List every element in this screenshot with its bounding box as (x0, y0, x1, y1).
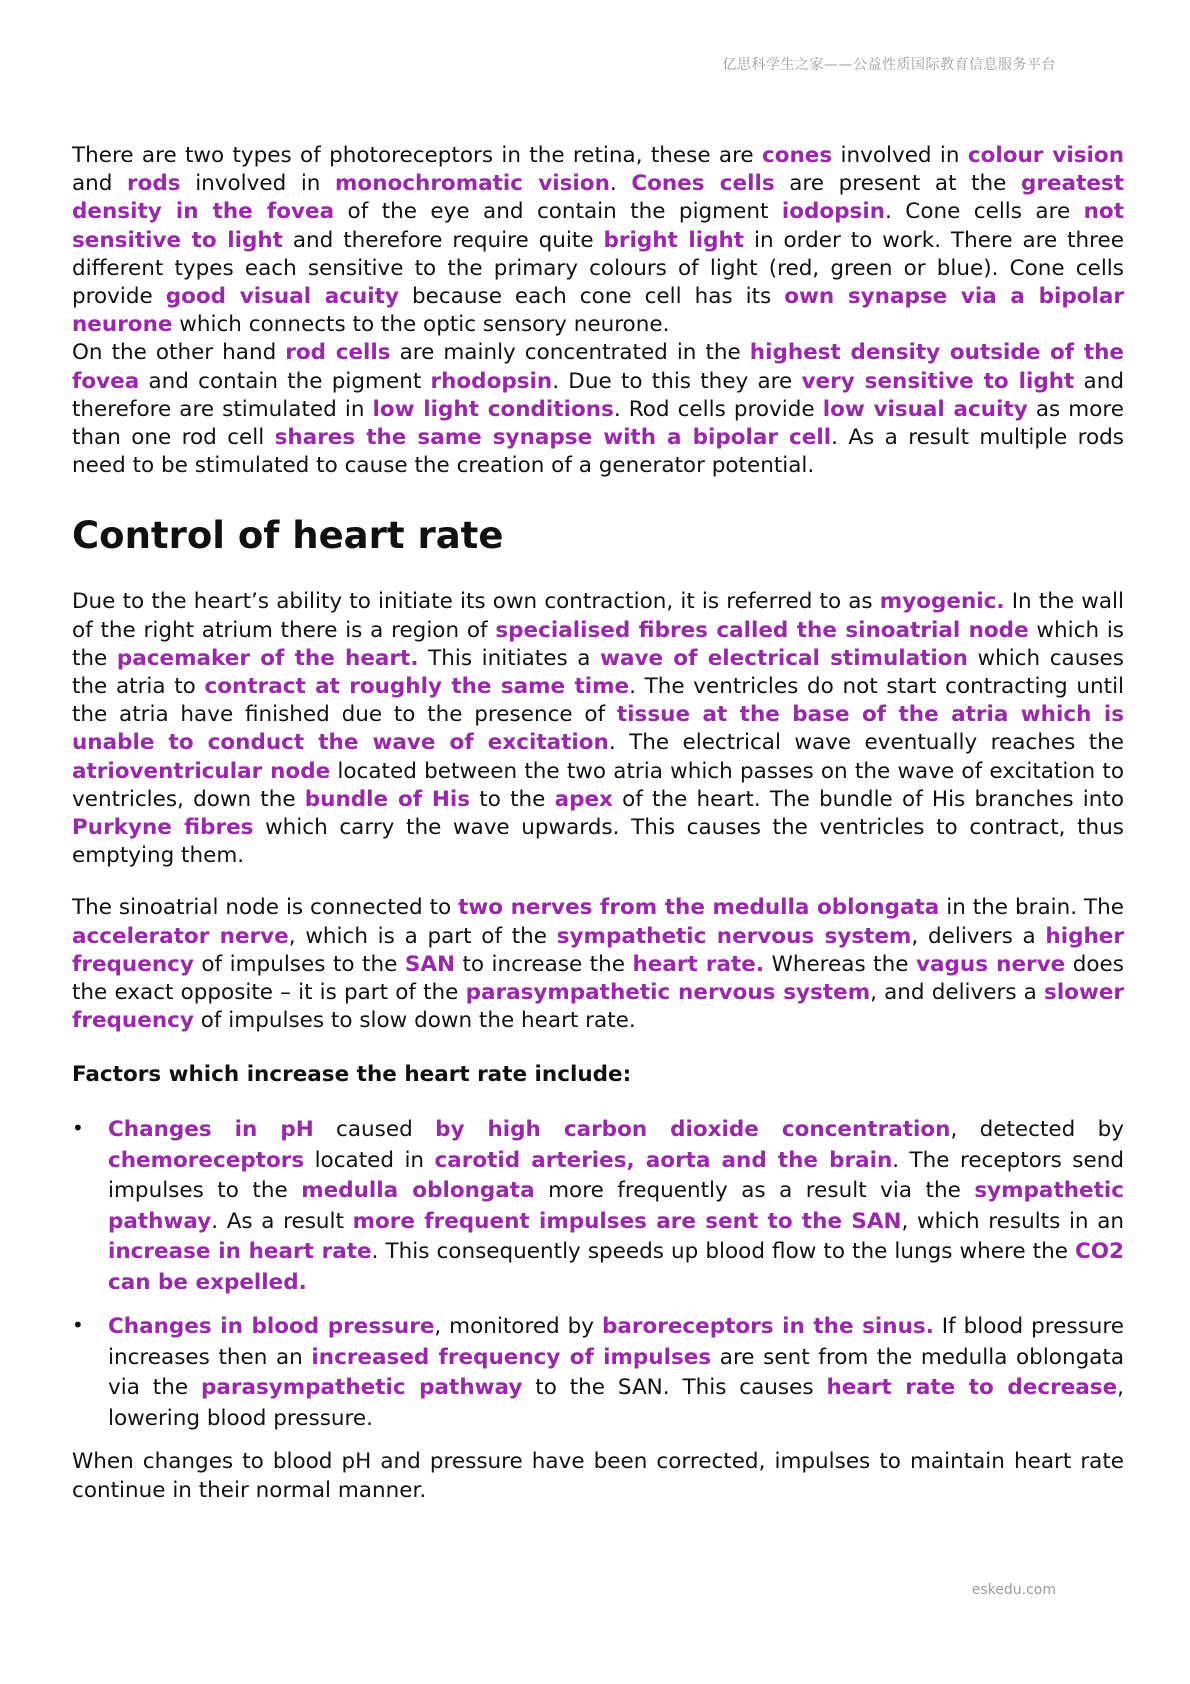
factor-item-ph (72, 1115, 1124, 1298)
text-run: located between the two atria which passes on the wave of excitation to ventricles, down the (72, 758, 1125, 812)
text-run: and therefore are stimulated in (72, 368, 1124, 422)
highlighted-term: parasympathetic pathway (200, 1375, 523, 1401)
highlighted-term: increase in heart rate (108, 1239, 372, 1265)
highlighted-term: Cones cells (631, 171, 775, 197)
bullet-icon: • (72, 1116, 84, 1141)
highlighted-term: chemoreceptors (108, 1147, 305, 1173)
highlighted-term: greatest density in the fovea (72, 171, 1125, 225)
factors-heading: Factors which increase the heart rate include: (72, 1062, 632, 1088)
highlighted-term: very sensitive to light (801, 368, 1075, 394)
text-run: . Due to this they are (552, 368, 802, 394)
text-run: located in (304, 1147, 435, 1173)
highlighted-term: increased frequency of impulses (311, 1344, 712, 1370)
highlighted-term: good visual acuity (165, 284, 399, 310)
text-run: . Rod cells provide (613, 396, 823, 422)
text-run: of impulses to slow down the heart rate. (193, 1008, 636, 1034)
highlighted-term: highest density outside of the fovea (72, 340, 1124, 394)
section-heading-heart-rate: Control of heart rate (72, 514, 504, 558)
highlighted-term: slower frequency (72, 980, 1125, 1034)
text-run: . The receptors send impulses to the (108, 1147, 1124, 1204)
text-run: , monitored by (434, 1314, 602, 1340)
text-run: , which results in an (901, 1208, 1125, 1234)
text-run: which is the (72, 617, 1125, 671)
text-run: are present at the (774, 171, 1021, 197)
factors-list (72, 1115, 1124, 1434)
text-run: which connects to the optic sensory neurone. (172, 312, 670, 338)
closing-paragraph: When changes to blood pH and pressure have been corrected, impulses to maintain heart rate continue in their normal manner. (72, 1449, 1124, 1503)
text-run: There are two types of photoreceptors in the retina, these are (72, 143, 762, 168)
text-run: and therefore require quite (282, 227, 604, 253)
text-run: of the heart. The bundle of His branches into (612, 786, 1124, 812)
photoreceptors-paragraph-2 (72, 339, 1124, 480)
highlighted-term: sympathetic nervous system (556, 923, 912, 949)
text-run: If blood pressure increases then an (108, 1314, 1124, 1370)
highlighted-term: rhodopsin (430, 368, 553, 394)
text-run: . This consequently speeds up blood flow to the lungs where the (371, 1239, 1075, 1265)
highlighted-term: accelerator nerve (72, 923, 289, 949)
text-run: caused (313, 1117, 436, 1143)
highlighted-term: baroreceptors in the sinus. (601, 1314, 934, 1340)
highlighted-term: higher frequency (72, 923, 1124, 977)
highlighted-term: more frequent impulses are sent to the SAN (352, 1208, 902, 1234)
highlighted-term: shares the same synapse with a bipolar cell (274, 425, 832, 451)
text-run: to the SAN. This causes (522, 1375, 827, 1401)
highlighted-term: bright light (603, 227, 745, 253)
text-run: , detected by (950, 1117, 1124, 1143)
page-header: 亿思科学生之家——公益性质国际教育信息服务平台 (722, 57, 1056, 73)
text-run: of impulses to the (193, 951, 405, 977)
text-run: , which is a part of the (288, 923, 557, 949)
highlighted-term: Changes in pH (108, 1117, 314, 1143)
text-run: . The ventricles do not start contracting until the atria have finished due to the presence of (72, 674, 1125, 728)
highlighted-term: bundle of His (304, 786, 471, 812)
text-run: in order to work. There are three different types each sensitive to the primary colours of light (red, green or blue). Cone cells provide (72, 227, 1124, 310)
text-run: and contain the pigment (139, 368, 431, 394)
factor-item-blood-pressure (72, 1312, 1124, 1434)
highlighted-term: contract at roughly the same time (204, 674, 630, 700)
highlighted-term: colour vision (967, 143, 1124, 168)
highlighted-term: cones (761, 143, 833, 168)
highlighted-term: specialised fibres called the sinoatrial node (495, 617, 1029, 643)
text-run: Whereas the (764, 951, 916, 977)
highlighted-term: pacemaker of the heart. (116, 645, 419, 671)
highlighted-term: atrioventricular node (72, 758, 331, 784)
text-run: . The electrical wave eventually reaches the (608, 730, 1124, 756)
text-run: of the eye and contain the pigment (334, 199, 782, 225)
text-run: . (609, 171, 632, 197)
heart-rate-paragraph-1 (72, 588, 1124, 870)
highlighted-term: by high carbon dioxide concentration (435, 1117, 951, 1143)
highlighted-term: not sensitive to light (72, 199, 1124, 253)
highlighted-term: heart rate. (632, 951, 765, 977)
text-run: to the (470, 786, 555, 812)
text-run: to increase the (454, 951, 633, 977)
text-run: , lowering blood pressure. (108, 1375, 1125, 1431)
highlighted-term: Changes in blood pressure (108, 1314, 435, 1340)
highlighted-term: sympathetic pathway (108, 1178, 1124, 1234)
text-run: involved in (832, 143, 968, 168)
text-run: and (72, 171, 128, 197)
text-run: , delivers a (911, 923, 1046, 949)
highlighted-term: own synapse via a bipolar neurone (72, 284, 1124, 338)
highlighted-term: SAN (404, 951, 455, 977)
text-run: does the exact opposite – it is part of the (72, 951, 1124, 1006)
highlighted-term: rod cells (285, 340, 391, 366)
text-run: which causes the atria to (72, 645, 1124, 700)
text-run: . Cone cells are (885, 199, 1084, 225)
highlighted-term: wave of electrical stimulation (600, 645, 968, 671)
text-run: as more than one rod cell (72, 396, 1124, 451)
highlighted-term: vagus nerve (915, 951, 1066, 977)
highlighted-term: heart rate to decrease (826, 1375, 1118, 1401)
factor-text (108, 1314, 1124, 1431)
text-run: Due to the heart’s ability to initiate its own contraction, it is referred to as (72, 589, 880, 615)
highlighted-term: apex (554, 786, 613, 812)
factor-text (108, 1117, 1124, 1295)
text-run: in the brain. The (939, 895, 1124, 921)
text-run: are sent from the medulla oblongata via the (108, 1344, 1124, 1401)
highlighted-term: myogenic. (879, 589, 1005, 615)
text-run: involved in (180, 171, 336, 197)
text-run: because each cone cell has its (398, 284, 785, 310)
highlighted-term: medulla oblongata (301, 1178, 535, 1204)
highlighted-term: CO2 can be expelled. (108, 1239, 1125, 1295)
text-run: The sinoatrial node is connected to (72, 895, 459, 921)
highlighted-term: tissue at the base of the atria which is unable to conduct the wave of excitation (72, 702, 1124, 756)
bullet-icon: • (72, 1313, 84, 1338)
highlighted-term: iodopsin (781, 199, 886, 225)
text-run: , and delivers a (870, 980, 1045, 1006)
text-run: more frequently as a result via the (534, 1178, 975, 1204)
highlighted-term: Purkyne fibres (72, 815, 254, 841)
highlighted-term: monochromatic vision (335, 171, 610, 197)
highlighted-term: parasympathetic nervous system (465, 980, 871, 1006)
text-run: In the wall of the right atrium there is a region of (72, 589, 1124, 643)
highlighted-term: two nerves from the medulla oblongata (458, 895, 940, 921)
text-run: On the other hand (72, 340, 286, 366)
highlighted-term: low light conditions (372, 396, 614, 422)
text-run: which carry the wave upwards. This causes the ventricles to contract, thus emptying them. (72, 815, 1124, 869)
document-body (72, 142, 1124, 1505)
text-run: . As a result (211, 1208, 353, 1234)
page-footer: eskedu.com (971, 1582, 1056, 1598)
highlighted-term: rods (127, 171, 181, 197)
heart-rate-paragraph-2 (72, 894, 1124, 1035)
text-run: This initiates a (418, 645, 601, 671)
text-run: are mainly concentrated in the (390, 340, 750, 366)
photoreceptors-paragraph-1 (72, 142, 1124, 339)
text-run: . As a result multiple rods need to be stimulated to cause the creation of a generator potential. (72, 425, 1124, 479)
highlighted-term: low visual acuity (822, 396, 1028, 422)
highlighted-term: carotid arteries, aorta and the brain (434, 1147, 893, 1173)
